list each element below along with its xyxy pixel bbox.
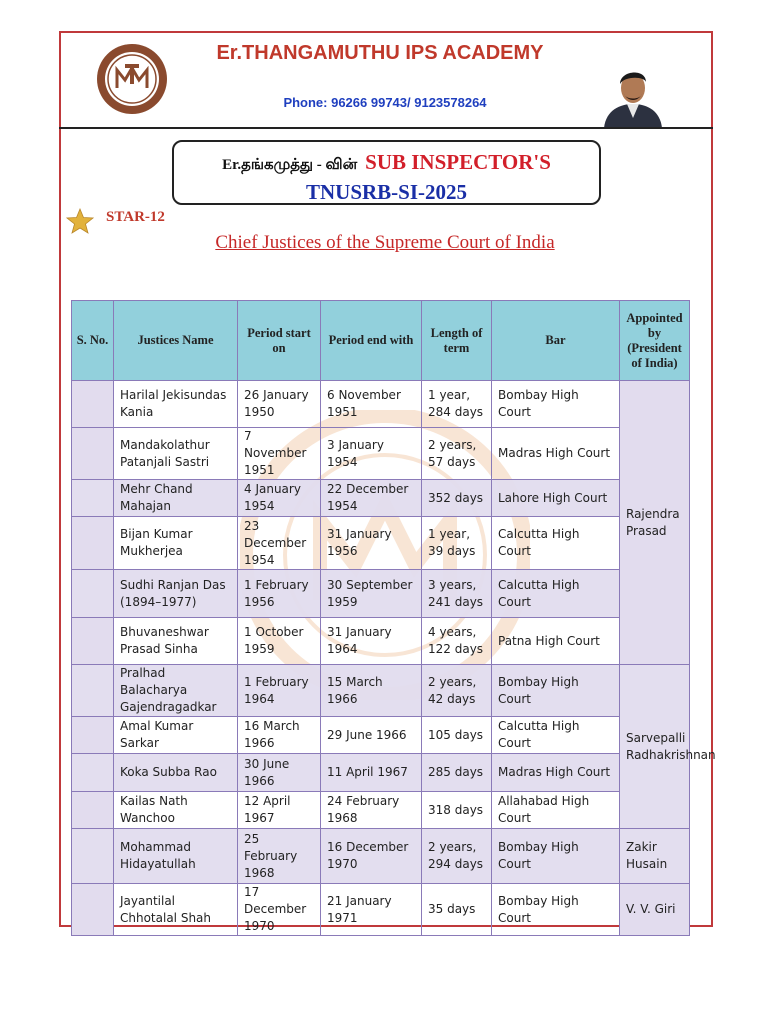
phone-number: Phone: 96266 99743/ 9123578264 — [283, 95, 487, 110]
president-cell: Rajendra Prasad — [620, 381, 690, 665]
name-cell: Amal Kumar Sarkar — [114, 717, 238, 754]
start-cell: 30 June 1966 — [238, 754, 321, 792]
name-cell: Kailas Nath Wanchoo — [114, 792, 238, 829]
end-cell: 15 March 1966 — [321, 665, 422, 717]
exam-title-box — [172, 140, 601, 205]
start-cell: 16 March 1966 — [238, 717, 321, 754]
table-row — [72, 717, 690, 754]
header-divider — [59, 127, 713, 129]
exam-code: TNUSRB-SI-2025 — [305, 180, 468, 204]
table-row — [72, 665, 690, 717]
header-appointed-by: Appointed by (President of India) — [620, 301, 690, 381]
start-cell: 1 February 1964 — [238, 665, 321, 717]
academy-seal-logo — [95, 42, 169, 116]
page-title: Chief Justices of the Supreme Court of India — [215, 232, 555, 253]
header-name: Justices Name — [114, 301, 238, 381]
sno-cell — [72, 717, 114, 754]
start-cell: 23 December 1954 — [238, 517, 321, 570]
end-cell: 6 November 1951 — [321, 381, 422, 428]
table-row — [72, 618, 690, 665]
sno-cell — [72, 480, 114, 517]
name-cell: Jayantilal Chhotalal Shah — [114, 884, 238, 936]
end-cell: 30 September 1959 — [321, 570, 422, 618]
length-cell: 1 year, 39 days — [422, 517, 492, 570]
start-cell: 1 February 1956 — [238, 570, 321, 618]
name-cell: Sudhi Ranjan Das (1894–1977) — [114, 570, 238, 618]
table-row — [72, 480, 690, 517]
start-cell: 17 December 1970 — [238, 884, 321, 936]
start-cell: 1 October 1959 — [238, 618, 321, 665]
end-cell: 21 January 1971 — [321, 884, 422, 936]
bar-cell: Patna High Court — [492, 618, 620, 665]
end-cell: 3 January 1954 — [321, 428, 422, 480]
header-end: Period end with — [321, 301, 422, 381]
sno-cell — [72, 884, 114, 936]
table-row — [72, 829, 690, 884]
sno-cell — [72, 570, 114, 618]
academy-name: Er.THANGAMUTHU IPS ACADEMY — [216, 42, 544, 64]
president-cell: Sarvepalli Radhakrishnan — [620, 665, 690, 829]
length-cell: 1 year, 284 days — [422, 381, 492, 428]
length-cell: 318 days — [422, 792, 492, 829]
end-cell: 24 February 1968 — [321, 792, 422, 829]
length-cell: 352 days — [422, 480, 492, 517]
bar-cell: Calcutta High Court — [492, 717, 620, 754]
sno-cell — [72, 381, 114, 428]
table-row — [72, 570, 690, 618]
bar-cell: Bombay High Court — [492, 829, 620, 884]
exam-title: SUB INSPECTOR'S — [365, 150, 551, 174]
president-cell: Zakir Husain — [620, 829, 690, 884]
instructor-photo — [596, 58, 670, 128]
name-cell: Pralhad Balacharya Gajendragadkar — [114, 665, 238, 717]
sno-cell — [72, 517, 114, 570]
end-cell: 11 April 1967 — [321, 754, 422, 792]
table-row — [72, 428, 690, 480]
name-cell: Mohammad Hidayatullah — [114, 829, 238, 884]
length-cell: 4 years, 122 days — [422, 618, 492, 665]
chief-justices-table — [71, 300, 716, 936]
name-cell: Harilal Jekisundas Kania — [114, 381, 238, 428]
sno-cell — [72, 428, 114, 480]
end-cell: 31 January 1964 — [321, 618, 422, 665]
sno-cell — [72, 665, 114, 717]
table-row — [72, 754, 690, 792]
sno-cell — [72, 618, 114, 665]
bar-cell: Calcutta High Court — [492, 570, 620, 618]
end-cell: 31 January 1956 — [321, 517, 422, 570]
table-row — [72, 381, 690, 428]
bar-cell: Calcutta High Court — [492, 517, 620, 570]
end-cell: 16 December 1970 — [321, 829, 422, 884]
bar-cell: Madras High Court — [492, 428, 620, 480]
start-cell: 4 January 1954 — [238, 480, 321, 517]
name-cell: Bhuvaneshwar Prasad Sinha — [114, 618, 238, 665]
bar-cell: Bombay High Court — [492, 665, 620, 717]
start-cell: 12 April 1967 — [238, 792, 321, 829]
bar-cell: Lahore High Court — [492, 480, 620, 517]
name-cell: Koka Subba Rao — [114, 754, 238, 792]
name-cell: Bijan Kumar Mukherjea — [114, 517, 238, 570]
exam-prefix: Er.தங்கமுத்து - வின் — [222, 157, 358, 173]
bar-cell: Bombay High Court — [492, 884, 620, 936]
start-cell: 25 February 1968 — [238, 829, 321, 884]
sno-cell — [72, 829, 114, 884]
star-icon — [66, 208, 94, 234]
header-start: Period start on — [238, 301, 321, 381]
name-cell: Mandakolathur Patanjali Sastri — [114, 428, 238, 480]
sno-cell — [72, 754, 114, 792]
table-row — [72, 792, 690, 829]
length-cell: 2 years, 42 days — [422, 665, 492, 717]
header-bar: Bar — [492, 301, 620, 381]
sno-cell — [72, 792, 114, 829]
start-cell: 7 November 1951 — [238, 428, 321, 480]
bar-cell: Allahabad High Court — [492, 792, 620, 829]
end-cell: 22 December 1954 — [321, 480, 422, 517]
length-cell: 2 years, 294 days — [422, 829, 492, 884]
length-cell: 35 days — [422, 884, 492, 936]
length-cell: 285 days — [422, 754, 492, 792]
length-cell: 2 years, 57 days — [422, 428, 492, 480]
length-cell: 105 days — [422, 717, 492, 754]
table-row — [72, 517, 690, 570]
table-row — [72, 884, 690, 936]
header-sno: S. No. — [72, 301, 114, 381]
name-cell: Mehr Chand Mahajan — [114, 480, 238, 517]
length-cell: 3 years, 241 days — [422, 570, 492, 618]
end-cell: 29 June 1966 — [321, 717, 422, 754]
table-header-row — [72, 301, 690, 381]
star-label: STAR-12 — [106, 209, 165, 225]
start-cell: 26 January 1950 — [238, 381, 321, 428]
header-length: Length of term — [422, 301, 492, 381]
bar-cell: Bombay High Court — [492, 381, 620, 428]
bar-cell: Madras High Court — [492, 754, 620, 792]
president-cell: V. V. Giri — [620, 884, 690, 936]
